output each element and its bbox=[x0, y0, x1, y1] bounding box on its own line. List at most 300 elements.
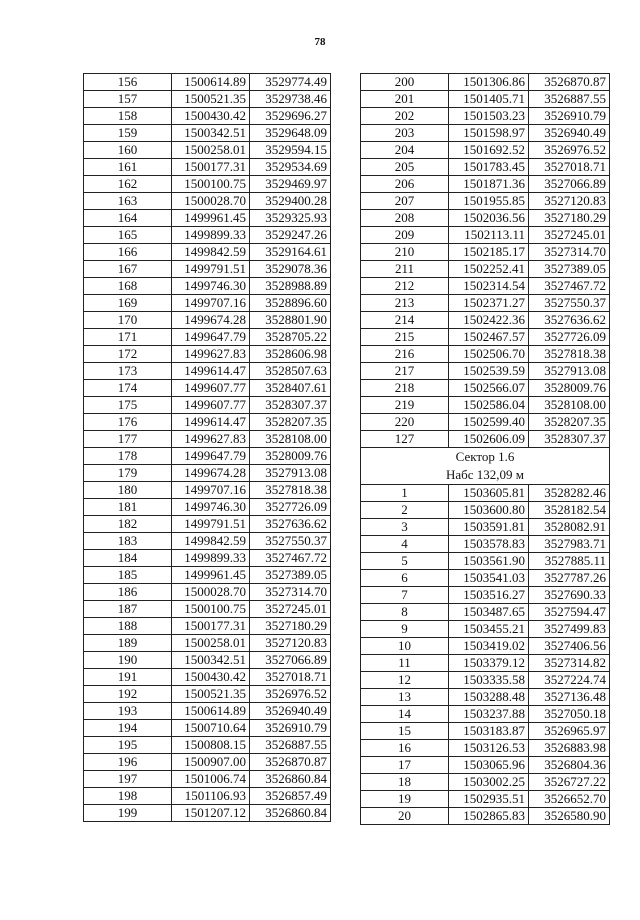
x-coordinate-cell: 1499674.28 bbox=[172, 312, 250, 329]
point-number-cell: 197 bbox=[84, 771, 172, 788]
table-row bbox=[84, 244, 331, 261]
x-coordinate-cell: 1500258.01 bbox=[172, 635, 250, 652]
x-coordinate-cell: 1501106.93 bbox=[172, 788, 250, 805]
table-row bbox=[84, 108, 331, 125]
sector-header-row bbox=[361, 448, 610, 485]
y-coordinate-cell: 3529594.15 bbox=[250, 142, 331, 159]
x-coordinate-cell: 1500028.70 bbox=[172, 584, 250, 601]
y-coordinate-cell: 3528705.22 bbox=[250, 329, 331, 346]
y-coordinate-cell: 3527180.29 bbox=[529, 210, 610, 227]
table-row bbox=[361, 654, 610, 671]
x-coordinate-cell: 1503605.81 bbox=[449, 484, 529, 501]
point-number-cell: 9 bbox=[361, 620, 449, 637]
point-number-cell: 208 bbox=[361, 210, 449, 227]
y-coordinate-cell: 3527224.74 bbox=[529, 671, 610, 688]
table-row bbox=[361, 363, 610, 380]
x-coordinate-cell: 1503561.90 bbox=[449, 552, 529, 569]
y-coordinate-cell: 3526580.90 bbox=[529, 807, 610, 824]
table-row bbox=[361, 312, 610, 329]
table-row bbox=[84, 176, 331, 193]
point-number-cell: 2 bbox=[361, 501, 449, 518]
y-coordinate-cell: 3529469.97 bbox=[250, 176, 331, 193]
point-number-cell: 219 bbox=[361, 397, 449, 414]
x-coordinate-cell: 1500614.89 bbox=[172, 703, 250, 720]
table-row bbox=[361, 790, 610, 807]
y-coordinate-cell: 3527018.71 bbox=[529, 159, 610, 176]
table-row bbox=[361, 535, 610, 552]
y-coordinate-cell: 3527066.89 bbox=[250, 652, 331, 669]
y-coordinate-cell: 3527245.01 bbox=[250, 601, 331, 618]
x-coordinate-cell: 1499627.83 bbox=[172, 346, 250, 363]
y-coordinate-cell: 3528988.89 bbox=[250, 278, 331, 295]
point-number-cell: 196 bbox=[84, 754, 172, 771]
y-coordinate-cell: 3527499.83 bbox=[529, 620, 610, 637]
x-coordinate-cell: 1501006.74 bbox=[172, 771, 250, 788]
table-row bbox=[361, 552, 610, 569]
y-coordinate-cell: 3529078.36 bbox=[250, 261, 331, 278]
sector-title: Сектор 1.6 bbox=[455, 449, 515, 464]
x-coordinate-cell: 1503455.21 bbox=[449, 620, 529, 637]
point-number-cell: 210 bbox=[361, 244, 449, 261]
y-coordinate-cell: 3527726.09 bbox=[529, 329, 610, 346]
point-number-cell: 14 bbox=[361, 705, 449, 722]
point-number-cell: 187 bbox=[84, 601, 172, 618]
point-number-cell: 162 bbox=[84, 176, 172, 193]
y-coordinate-cell: 3529648.09 bbox=[250, 125, 331, 142]
y-coordinate-cell: 3528009.76 bbox=[529, 380, 610, 397]
point-number-cell: 8 bbox=[361, 603, 449, 620]
point-number-cell: 174 bbox=[84, 380, 172, 397]
table-row bbox=[84, 754, 331, 771]
y-coordinate-cell: 3529164.61 bbox=[250, 244, 331, 261]
table-row bbox=[84, 397, 331, 414]
point-number-cell: 17 bbox=[361, 756, 449, 773]
x-coordinate-cell: 1499899.33 bbox=[172, 550, 250, 567]
y-coordinate-cell: 3528606.98 bbox=[250, 346, 331, 363]
table-row bbox=[84, 431, 331, 448]
point-number-cell: 211 bbox=[361, 261, 449, 278]
x-coordinate-cell: 1502865.83 bbox=[449, 807, 529, 824]
point-number-cell: 198 bbox=[84, 788, 172, 805]
sector-header bbox=[361, 448, 610, 485]
table-row bbox=[361, 125, 610, 142]
y-coordinate-cell: 3527550.37 bbox=[250, 533, 331, 550]
point-number-cell: 205 bbox=[361, 159, 449, 176]
x-coordinate-cell: 1500521.35 bbox=[172, 91, 250, 108]
x-coordinate-cell: 1501955.85 bbox=[449, 193, 529, 210]
table-row bbox=[84, 482, 331, 499]
x-coordinate-cell: 1501306.86 bbox=[449, 74, 529, 91]
point-number-cell: 179 bbox=[84, 465, 172, 482]
y-coordinate-cell: 3527818.38 bbox=[250, 482, 331, 499]
x-coordinate-cell: 1500177.31 bbox=[172, 159, 250, 176]
x-coordinate-cell: 1502566.07 bbox=[449, 380, 529, 397]
table-row bbox=[361, 159, 610, 176]
y-coordinate-cell: 3527018.71 bbox=[250, 669, 331, 686]
x-coordinate-cell: 1499614.47 bbox=[172, 414, 250, 431]
y-coordinate-cell: 3527120.83 bbox=[250, 635, 331, 652]
point-number-cell: 165 bbox=[84, 227, 172, 244]
y-coordinate-cell: 3527314.82 bbox=[529, 654, 610, 671]
y-coordinate-cell: 3526940.49 bbox=[529, 125, 610, 142]
table-row bbox=[84, 516, 331, 533]
y-coordinate-cell: 3528307.37 bbox=[250, 397, 331, 414]
y-coordinate-cell: 3528207.35 bbox=[250, 414, 331, 431]
table-row bbox=[84, 193, 331, 210]
y-coordinate-cell: 3529696.27 bbox=[250, 108, 331, 125]
page-number: 78 bbox=[314, 36, 326, 48]
y-coordinate-cell: 3526910.79 bbox=[250, 720, 331, 737]
x-coordinate-cell: 1502036.56 bbox=[449, 210, 529, 227]
x-coordinate-cell: 1500100.75 bbox=[172, 176, 250, 193]
x-coordinate-cell: 1499899.33 bbox=[172, 227, 250, 244]
point-number-cell: 161 bbox=[84, 159, 172, 176]
y-coordinate-cell: 3529400.28 bbox=[250, 193, 331, 210]
table-row bbox=[361, 210, 610, 227]
table-row bbox=[84, 720, 331, 737]
table-row bbox=[361, 603, 610, 620]
point-number-cell: 218 bbox=[361, 380, 449, 397]
table-row bbox=[84, 703, 331, 720]
table-row bbox=[84, 227, 331, 244]
table-row bbox=[84, 295, 331, 312]
x-coordinate-cell: 1503591.81 bbox=[449, 518, 529, 535]
point-number-cell: 18 bbox=[361, 773, 449, 790]
point-number-cell: 156 bbox=[84, 74, 172, 91]
point-number-cell: 178 bbox=[84, 448, 172, 465]
y-coordinate-cell: 3529534.69 bbox=[250, 159, 331, 176]
x-coordinate-cell: 1503288.48 bbox=[449, 688, 529, 705]
table-row bbox=[84, 380, 331, 397]
y-coordinate-cell: 3527180.29 bbox=[250, 618, 331, 635]
y-coordinate-cell: 3528801.90 bbox=[250, 312, 331, 329]
point-number-cell: 16 bbox=[361, 739, 449, 756]
table-row bbox=[361, 518, 610, 535]
y-coordinate-cell: 3527066.89 bbox=[529, 176, 610, 193]
table-row bbox=[361, 91, 610, 108]
y-coordinate-cell: 3526804.36 bbox=[529, 756, 610, 773]
x-coordinate-cell: 1501503.23 bbox=[449, 108, 529, 125]
x-coordinate-cell: 1500028.70 bbox=[172, 193, 250, 210]
table-row bbox=[84, 737, 331, 754]
table-row bbox=[361, 569, 610, 586]
y-coordinate-cell: 3526976.52 bbox=[250, 686, 331, 703]
y-coordinate-cell: 3526940.49 bbox=[250, 703, 331, 720]
y-coordinate-cell: 3527467.72 bbox=[250, 550, 331, 567]
x-coordinate-cell: 1502371.27 bbox=[449, 295, 529, 312]
x-coordinate-cell: 1501207.12 bbox=[172, 805, 250, 822]
point-number-cell: 166 bbox=[84, 244, 172, 261]
y-coordinate-cell: 3527467.72 bbox=[529, 278, 610, 295]
point-number-cell: 175 bbox=[84, 397, 172, 414]
x-coordinate-cell: 1500342.51 bbox=[172, 652, 250, 669]
x-coordinate-cell: 1503065.96 bbox=[449, 756, 529, 773]
point-number-cell: 191 bbox=[84, 669, 172, 686]
table-row bbox=[84, 584, 331, 601]
y-coordinate-cell: 3527636.62 bbox=[250, 516, 331, 533]
table-row bbox=[361, 346, 610, 363]
x-coordinate-cell: 1499746.30 bbox=[172, 499, 250, 516]
table-row bbox=[84, 142, 331, 159]
table-row bbox=[84, 601, 331, 618]
x-coordinate-cell: 1500100.75 bbox=[172, 601, 250, 618]
point-number-cell: 4 bbox=[361, 535, 449, 552]
point-number-cell: 19 bbox=[361, 790, 449, 807]
point-number-cell: 213 bbox=[361, 295, 449, 312]
table-row bbox=[361, 705, 610, 722]
x-coordinate-cell: 1501871.36 bbox=[449, 176, 529, 193]
x-coordinate-cell: 1503516.27 bbox=[449, 586, 529, 603]
table-row bbox=[84, 686, 331, 703]
y-coordinate-cell: 3526652.70 bbox=[529, 790, 610, 807]
point-number-cell: 169 bbox=[84, 295, 172, 312]
point-number-cell: 199 bbox=[84, 805, 172, 822]
y-coordinate-cell: 3529247.26 bbox=[250, 227, 331, 244]
x-coordinate-cell: 1502185.17 bbox=[449, 244, 529, 261]
x-coordinate-cell: 1499746.30 bbox=[172, 278, 250, 295]
x-coordinate-cell: 1499791.51 bbox=[172, 261, 250, 278]
table-row bbox=[361, 722, 610, 739]
y-coordinate-cell: 3528896.60 bbox=[250, 295, 331, 312]
point-number-cell: 203 bbox=[361, 125, 449, 142]
x-coordinate-cell: 1500710.64 bbox=[172, 720, 250, 737]
x-coordinate-cell: 1502422.36 bbox=[449, 312, 529, 329]
point-number-cell: 163 bbox=[84, 193, 172, 210]
point-number-cell: 206 bbox=[361, 176, 449, 193]
y-coordinate-cell: 3527314.70 bbox=[250, 584, 331, 601]
x-coordinate-cell: 1500342.51 bbox=[172, 125, 250, 142]
y-coordinate-cell: 3528507.63 bbox=[250, 363, 331, 380]
point-number-cell: 190 bbox=[84, 652, 172, 669]
y-coordinate-cell: 3528108.00 bbox=[250, 431, 331, 448]
point-number-cell: 204 bbox=[361, 142, 449, 159]
point-number-cell: 7 bbox=[361, 586, 449, 603]
y-coordinate-cell: 3529774.49 bbox=[250, 74, 331, 91]
x-coordinate-cell: 1500808.15 bbox=[172, 737, 250, 754]
table-row bbox=[84, 567, 331, 584]
table-row bbox=[84, 669, 331, 686]
point-number-cell: 189 bbox=[84, 635, 172, 652]
table-row bbox=[84, 465, 331, 482]
point-number-cell: 209 bbox=[361, 227, 449, 244]
x-coordinate-cell: 1499961.45 bbox=[172, 210, 250, 227]
point-number-cell: 1 bbox=[361, 484, 449, 501]
x-coordinate-cell: 1499647.79 bbox=[172, 448, 250, 465]
x-coordinate-cell: 1503578.83 bbox=[449, 535, 529, 552]
x-coordinate-cell: 1500521.35 bbox=[172, 686, 250, 703]
point-number-cell: 182 bbox=[84, 516, 172, 533]
table-row bbox=[84, 788, 331, 805]
x-coordinate-cell: 1499607.77 bbox=[172, 380, 250, 397]
x-coordinate-cell: 1503183.87 bbox=[449, 722, 529, 739]
table-row bbox=[361, 397, 610, 414]
point-number-cell: 164 bbox=[84, 210, 172, 227]
table-row bbox=[361, 176, 610, 193]
table-row bbox=[84, 329, 331, 346]
table-row bbox=[361, 295, 610, 312]
table-row bbox=[84, 346, 331, 363]
x-coordinate-cell: 1500177.31 bbox=[172, 618, 250, 635]
y-coordinate-cell: 3528182.54 bbox=[529, 501, 610, 518]
x-coordinate-cell: 1502935.51 bbox=[449, 790, 529, 807]
table-row bbox=[361, 193, 610, 210]
table-row bbox=[361, 74, 610, 91]
x-coordinate-cell: 1503335.58 bbox=[449, 671, 529, 688]
point-number-cell: 180 bbox=[84, 482, 172, 499]
table-row bbox=[84, 618, 331, 635]
x-coordinate-cell: 1501405.71 bbox=[449, 91, 529, 108]
x-coordinate-cell: 1499647.79 bbox=[172, 329, 250, 346]
table-row bbox=[361, 739, 610, 756]
point-number-cell: 3 bbox=[361, 518, 449, 535]
point-number-cell: 214 bbox=[361, 312, 449, 329]
x-coordinate-cell: 1502314.54 bbox=[449, 278, 529, 295]
point-number-cell: 185 bbox=[84, 567, 172, 584]
y-coordinate-cell: 3528307.37 bbox=[529, 431, 610, 448]
y-coordinate-cell: 3527913.08 bbox=[250, 465, 331, 482]
coordinates-table-right bbox=[360, 73, 610, 825]
x-coordinate-cell: 1502539.59 bbox=[449, 363, 529, 380]
y-coordinate-cell: 3529738.46 bbox=[250, 91, 331, 108]
table-row bbox=[84, 805, 331, 822]
point-number-cell: 168 bbox=[84, 278, 172, 295]
point-number-cell: 177 bbox=[84, 431, 172, 448]
point-number-cell: 212 bbox=[361, 278, 449, 295]
table-row bbox=[84, 278, 331, 295]
point-number-cell: 207 bbox=[361, 193, 449, 210]
y-coordinate-cell: 3527594.47 bbox=[529, 603, 610, 620]
x-coordinate-cell: 1499961.45 bbox=[172, 567, 250, 584]
point-number-cell: 173 bbox=[84, 363, 172, 380]
table-row bbox=[84, 499, 331, 516]
y-coordinate-cell: 3526887.55 bbox=[250, 737, 331, 754]
table-row bbox=[84, 125, 331, 142]
table-row bbox=[361, 244, 610, 261]
y-coordinate-cell: 3528207.35 bbox=[529, 414, 610, 431]
x-coordinate-cell: 1499627.83 bbox=[172, 431, 250, 448]
y-coordinate-cell: 3526883.98 bbox=[529, 739, 610, 756]
x-coordinate-cell: 1503600.80 bbox=[449, 501, 529, 518]
x-coordinate-cell: 1499707.16 bbox=[172, 295, 250, 312]
table-row bbox=[84, 91, 331, 108]
y-coordinate-cell: 3526860.84 bbox=[250, 805, 331, 822]
x-coordinate-cell: 1502113.11 bbox=[449, 227, 529, 244]
table-row bbox=[361, 688, 610, 705]
table-row bbox=[84, 635, 331, 652]
y-coordinate-cell: 3527389.05 bbox=[250, 567, 331, 584]
table-row bbox=[84, 652, 331, 669]
table-row bbox=[361, 380, 610, 397]
y-coordinate-cell: 3526857.49 bbox=[250, 788, 331, 805]
x-coordinate-cell: 1503002.25 bbox=[449, 773, 529, 790]
y-coordinate-cell: 3526965.97 bbox=[529, 722, 610, 739]
table-row bbox=[361, 329, 610, 346]
y-coordinate-cell: 3528407.61 bbox=[250, 380, 331, 397]
x-coordinate-cell: 1500430.42 bbox=[172, 669, 250, 686]
table-row bbox=[84, 312, 331, 329]
x-coordinate-cell: 1499842.59 bbox=[172, 533, 250, 550]
table-row bbox=[361, 431, 610, 448]
x-coordinate-cell: 1500430.42 bbox=[172, 108, 250, 125]
table-row bbox=[361, 773, 610, 790]
point-number-cell: 10 bbox=[361, 637, 449, 654]
point-number-cell: 186 bbox=[84, 584, 172, 601]
point-number-cell: 159 bbox=[84, 125, 172, 142]
table-row bbox=[84, 448, 331, 465]
point-number-cell: 13 bbox=[361, 688, 449, 705]
table-row bbox=[361, 756, 610, 773]
point-number-cell: 216 bbox=[361, 346, 449, 363]
y-coordinate-cell: 3528108.00 bbox=[529, 397, 610, 414]
point-number-cell: 160 bbox=[84, 142, 172, 159]
point-number-cell: 20 bbox=[361, 807, 449, 824]
table-row bbox=[361, 261, 610, 278]
y-coordinate-cell: 3527550.37 bbox=[529, 295, 610, 312]
x-coordinate-cell: 1502586.04 bbox=[449, 397, 529, 414]
y-coordinate-cell: 3527245.01 bbox=[529, 227, 610, 244]
table-row bbox=[84, 533, 331, 550]
table-row bbox=[361, 484, 610, 501]
table-row bbox=[361, 620, 610, 637]
point-number-cell: 193 bbox=[84, 703, 172, 720]
x-coordinate-cell: 1502606.09 bbox=[449, 431, 529, 448]
y-coordinate-cell: 3526727.22 bbox=[529, 773, 610, 790]
y-coordinate-cell: 3527636.62 bbox=[529, 312, 610, 329]
point-number-cell: 5 bbox=[361, 552, 449, 569]
y-coordinate-cell: 3527314.70 bbox=[529, 244, 610, 261]
x-coordinate-cell: 1499707.16 bbox=[172, 482, 250, 499]
table-row bbox=[361, 637, 610, 654]
x-coordinate-cell: 1502467.57 bbox=[449, 329, 529, 346]
x-coordinate-cell: 1503541.03 bbox=[449, 569, 529, 586]
point-number-cell: 215 bbox=[361, 329, 449, 346]
x-coordinate-cell: 1500907.00 bbox=[172, 754, 250, 771]
table-row bbox=[361, 807, 610, 824]
y-coordinate-cell: 3527120.83 bbox=[529, 193, 610, 210]
point-number-cell: 172 bbox=[84, 346, 172, 363]
point-number-cell: 158 bbox=[84, 108, 172, 125]
point-number-cell: 157 bbox=[84, 91, 172, 108]
point-number-cell: 195 bbox=[84, 737, 172, 754]
x-coordinate-cell: 1499842.59 bbox=[172, 244, 250, 261]
x-coordinate-cell: 1499607.77 bbox=[172, 397, 250, 414]
x-coordinate-cell: 1499614.47 bbox=[172, 363, 250, 380]
y-coordinate-cell: 3526976.52 bbox=[529, 142, 610, 159]
y-coordinate-cell: 3526887.55 bbox=[529, 91, 610, 108]
point-number-cell: 6 bbox=[361, 569, 449, 586]
y-coordinate-cell: 3526860.84 bbox=[250, 771, 331, 788]
point-number-cell: 217 bbox=[361, 363, 449, 380]
table-row bbox=[84, 550, 331, 567]
point-number-cell: 170 bbox=[84, 312, 172, 329]
x-coordinate-cell: 1500258.01 bbox=[172, 142, 250, 159]
table-row bbox=[361, 142, 610, 159]
table-row bbox=[84, 261, 331, 278]
table-row bbox=[361, 586, 610, 603]
x-coordinate-cell: 1501692.52 bbox=[449, 142, 529, 159]
point-number-cell: 194 bbox=[84, 720, 172, 737]
x-coordinate-cell: 1502252.41 bbox=[449, 261, 529, 278]
y-coordinate-cell: 3527983.71 bbox=[529, 535, 610, 552]
x-coordinate-cell: 1503487.65 bbox=[449, 603, 529, 620]
y-coordinate-cell: 3527136.48 bbox=[529, 688, 610, 705]
point-number-cell: 12 bbox=[361, 671, 449, 688]
x-coordinate-cell: 1499791.51 bbox=[172, 516, 250, 533]
point-number-cell: 181 bbox=[84, 499, 172, 516]
x-coordinate-cell: 1503419.02 bbox=[449, 637, 529, 654]
table-row bbox=[361, 671, 610, 688]
y-coordinate-cell: 3527787.26 bbox=[529, 569, 610, 586]
